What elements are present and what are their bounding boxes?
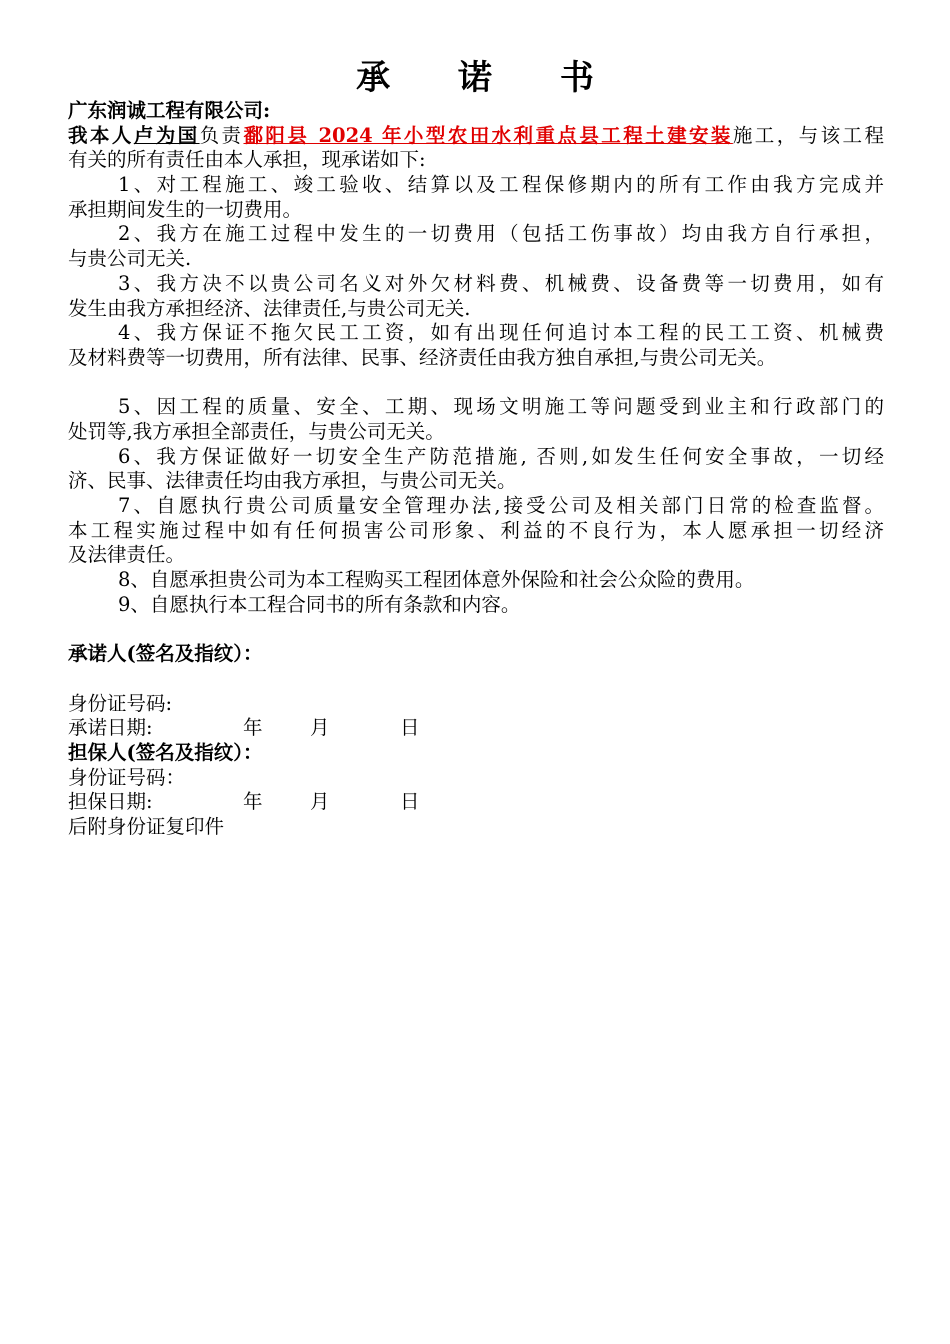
item-7-line-3: 及法律责任。: [68, 543, 186, 567]
item-4-line-2: 及材料费等一切费用，所有法律、民事、经济责任由我方独自承担,与贵公司无关。: [68, 345, 777, 369]
guarantee-date-label: 担保日期:: [68, 790, 153, 814]
item-3-line-2: 发生由我方承担经济、法律责任,与贵公司无关.: [68, 296, 471, 320]
id-label-promisor: 身份证号码:: [68, 691, 173, 715]
day-label: 日: [400, 716, 420, 740]
item-5-line-2: 处罚等,我方承担全部责任，与贵公司无关。: [68, 419, 445, 443]
item-7-line-1: 7、自愿执行贵公司质量安全管理办法,接受公司及相关部门日常的检查监督。: [118, 494, 884, 517]
item-4-line-1: 4、我方保证不拖欠民工工资，如有出现任何追讨本工程的民工工资、机械费: [118, 321, 884, 345]
intro-prefix: 我本人: [68, 123, 134, 147]
item-6-line-1: 6、我方保证做好一切安全生产防范措施, 否则,如发生任何安全事故，一切经: [118, 444, 884, 468]
intro-line-1: [68, 124, 884, 149]
document-title: 承 诺 书: [356, 58, 622, 98]
year-label: 年: [243, 716, 263, 740]
guarantee-date-row: [68, 790, 884, 815]
item-2-line-1: 2、我方在施工过程中发生的一切费用（包括工伤事故）均由我方自行承担，: [118, 222, 884, 246]
promisor-label: 承诺人(签名及指纹）：: [68, 642, 263, 666]
intro-line-2: 有关的所有责任由本人承担，现承诺如下:: [68, 148, 426, 172]
intro-line1-tail: 施工，与该工程: [732, 123, 884, 147]
spacer: [68, 617, 884, 642]
person-name: 卢为国: [133, 123, 200, 147]
item-5-line-1: 5、因工程的质量、安全、工期、现场文明施工等问题受到业主和行政部门的: [118, 395, 884, 419]
month-label: 月: [310, 790, 330, 814]
month-label: 月: [310, 716, 330, 740]
attachment-note: 后附身份证复印件: [68, 814, 225, 838]
guarantor-label: 担保人(签名及指纹）：: [68, 740, 263, 764]
addressee: 广东润诚工程有限公司:: [68, 99, 271, 122]
document-body: [68, 99, 884, 840]
year-label: 年: [243, 790, 263, 814]
item-2-line-2: 与贵公司无关.: [68, 247, 192, 271]
item-6-line-2: 济、民事、法律责任均由我方承担，与贵公司无关。: [68, 469, 517, 493]
item-7-line-2: 本工程实施过程中如有任何损害公司形象、利益的不良行为，本人愿承担一切经济: [68, 518, 884, 542]
project-name: 鄱阳县 2024 年小型农田水利重点县工程土建安装: [243, 123, 733, 147]
id-label-guarantor: 身份证号码：: [68, 765, 186, 789]
item-3-line-1: 3、我方决不以贵公司名义对外欠材料费、机械费、设备费等一切费用，如有: [118, 271, 884, 295]
intro-verb: 负责: [199, 123, 244, 147]
item-9-line-1: 9、自愿执行本工程合同书的所有条款和内容。: [118, 592, 521, 616]
item-1-line-1: 1、对工程施工、竣工验收、结算以及工程保修期内的所有工作由我方完成并: [118, 173, 884, 197]
spacer: [68, 667, 884, 692]
spacer: [68, 371, 884, 396]
promise-date-row: [68, 716, 884, 741]
item-1-line-2: 承担期间发生的一切费用。: [68, 197, 303, 221]
item-8-line-1: 8、自愿承担贵公司为本工程购买工程团体意外保险和社会公众险的费用。: [118, 568, 755, 592]
promise-date-label: 承诺日期:: [68, 716, 153, 740]
day-label: 日: [400, 790, 420, 814]
